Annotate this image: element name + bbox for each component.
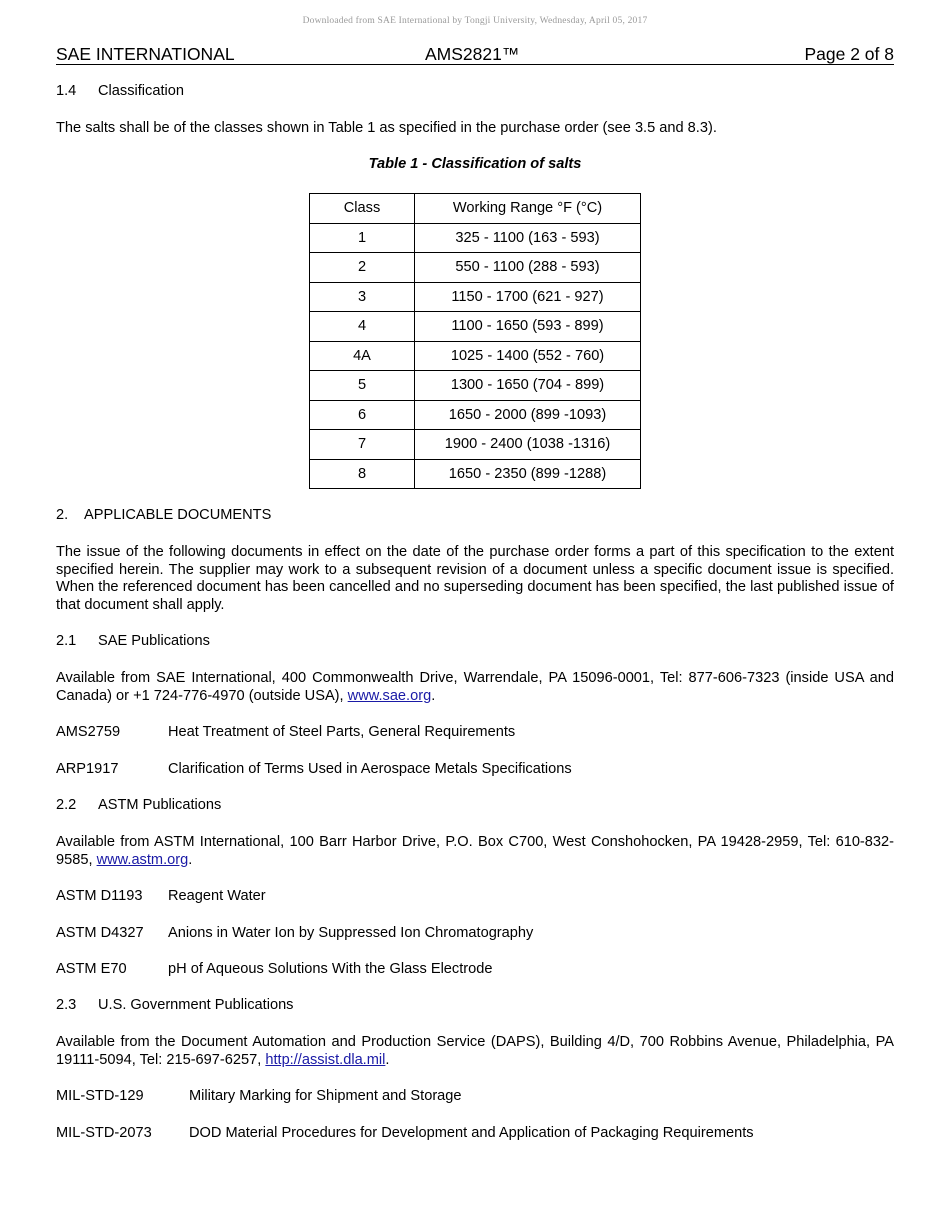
table-header-cell: Working Range °F (°C) xyxy=(415,194,641,224)
section-title: Classification xyxy=(98,83,184,99)
sae-address-text: Available from SAE International, 400 Commonwealth Drive, Warrendale, PA 15096-0001, Tel: 877-606-7323 (inside USA and Canada) or +1 724-776-4970 (outside USA), xyxy=(56,670,894,704)
class-cell: 2 xyxy=(310,253,415,283)
reference-row xyxy=(56,761,894,779)
class-cell: 4A xyxy=(310,341,415,371)
reference-row xyxy=(56,961,894,979)
reference-code: ARP1917 xyxy=(56,761,119,777)
table-header-row xyxy=(310,194,641,224)
reference-code: ASTM D4327 xyxy=(56,925,144,941)
table-row xyxy=(310,430,641,460)
range-cell: 1650 - 2000 (899 -1093) xyxy=(415,400,641,430)
section-title: APPLICABLE DOCUMENTS xyxy=(84,507,272,523)
reference-code: ASTM D1193 xyxy=(56,888,143,904)
download-watermark: Downloaded from SAE International by Tongji University, Wednesday, April 05, 2017 xyxy=(302,16,648,26)
class-cell: 4 xyxy=(310,312,415,342)
range-cell: 1025 - 1400 (552 - 760) xyxy=(415,341,641,371)
table-row xyxy=(310,459,641,489)
astm-website-link[interactable]: www.astm.org xyxy=(96,851,189,868)
reference-row xyxy=(56,888,894,906)
section-heading-2-3 xyxy=(56,997,894,1015)
reference-code: ASTM E70 xyxy=(56,961,127,977)
reference-code: MIL-STD-2073 xyxy=(56,1125,152,1141)
section-heading-2 xyxy=(56,507,894,525)
range-cell: 550 - 1100 (288 - 593) xyxy=(415,253,641,283)
classes-paragraph: The salts shall be of the classes shown in Table 1 as specified in the purchase order (see 3.5 and 8.3). xyxy=(56,120,717,136)
section-number: 2. xyxy=(56,507,69,523)
section-title: ASTM Publications xyxy=(98,797,222,813)
range-cell: 325 - 1100 (163 - 593) xyxy=(415,223,641,253)
reference-title: pH of Aqueous Solutions With the Glass Electrode xyxy=(168,961,493,977)
astm-address-text: Available from ASTM International, 100 Barr Harbor Drive, P.O. Box C700, West Conshohocken, PA 19428-2959, Tel: 610-832-9585, xyxy=(56,834,894,868)
reference-code: AMS2759 xyxy=(56,724,121,740)
assist-website-link[interactable]: http://assist.dla.mil xyxy=(265,1051,386,1068)
section-heading-2-2 xyxy=(56,797,894,815)
reference-title: Clarification of Terms Used in Aerospace Metals Specifications xyxy=(168,761,572,777)
reference-row xyxy=(56,1125,894,1143)
section-number: 2.2 xyxy=(56,797,77,813)
table-row xyxy=(310,253,641,283)
section-title: U.S. Government Publications xyxy=(98,997,294,1013)
sae-website-link[interactable]: www.sae.org xyxy=(347,687,432,704)
header-page-number: Page 2 of 8 xyxy=(804,44,894,64)
reference-row xyxy=(56,1088,894,1106)
page-header xyxy=(56,44,894,65)
section-number: 2.3 xyxy=(56,997,77,1013)
range-cell: 1650 - 2350 (899 -1288) xyxy=(415,459,641,489)
classification-table xyxy=(309,193,641,489)
section-number: 1.4 xyxy=(56,83,77,99)
table-header-cell: Class xyxy=(310,194,415,224)
table-row xyxy=(310,400,641,430)
header-organization: SAE INTERNATIONAL xyxy=(56,44,235,64)
class-cell: 5 xyxy=(310,371,415,401)
table-row xyxy=(310,223,641,253)
reference-row xyxy=(56,724,894,742)
class-cell: 7 xyxy=(310,430,415,460)
table-caption: Table 1 - Classification of salts xyxy=(368,156,582,172)
range-cell: 1100 - 1650 (593 - 899) xyxy=(415,312,641,342)
range-cell: 1150 - 1700 (621 - 927) xyxy=(415,282,641,312)
table-row xyxy=(310,282,641,312)
reference-title: Heat Treatment of Steel Parts, General Requirements xyxy=(168,724,516,740)
section-number: 2.1 xyxy=(56,633,77,649)
government-availability-paragraph xyxy=(56,1034,894,1069)
astm-availability-paragraph xyxy=(56,834,894,869)
period: . xyxy=(385,1051,390,1068)
reference-row xyxy=(56,925,894,943)
sae-availability-paragraph xyxy=(56,670,894,705)
table-row xyxy=(310,371,641,401)
class-cell: 1 xyxy=(310,223,415,253)
period: . xyxy=(188,851,193,868)
daps-address-text: Available from the Document Automation and Production Service (DAPS), Building 4/D, 700 Robbins Avenue, Philadelphia, PA 19111-5094, Tel: 215-697-6257, xyxy=(56,1034,894,1068)
section-heading-1-4 xyxy=(56,83,894,101)
header-document-number: AMS2821™ xyxy=(425,44,520,64)
class-cell: 6 xyxy=(310,400,415,430)
table-row xyxy=(310,341,641,371)
applicable-documents-paragraph: The issue of the following documents in effect on the date of the purchase order forms a part of this specification to the extent specified herein. The supplier may work to a subsequent revision of a document unless a specific document issue is specified. When the referenced document has been cancelled and no superseding document has been specified, the last published issue of that document shall apply. xyxy=(56,544,894,613)
class-cell: 8 xyxy=(310,459,415,489)
reference-title: Military Marking for Shipment and Storage xyxy=(189,1088,462,1104)
class-cell: 3 xyxy=(310,282,415,312)
period: . xyxy=(431,687,436,704)
reference-title: Anions in Water Ion by Suppressed Ion Chromatography xyxy=(168,925,534,941)
reference-title: Reagent Water xyxy=(168,888,266,904)
reference-code: MIL-STD-129 xyxy=(56,1088,144,1104)
range-cell: 1300 - 1650 (704 - 899) xyxy=(415,371,641,401)
range-cell: 1900 - 2400 (1038 -1316) xyxy=(415,430,641,460)
section-title: SAE Publications xyxy=(98,633,210,649)
table-row xyxy=(310,312,641,342)
reference-title: DOD Material Procedures for Development and Application of Packaging Requirements xyxy=(189,1125,754,1141)
section-heading-2-1 xyxy=(56,633,894,651)
